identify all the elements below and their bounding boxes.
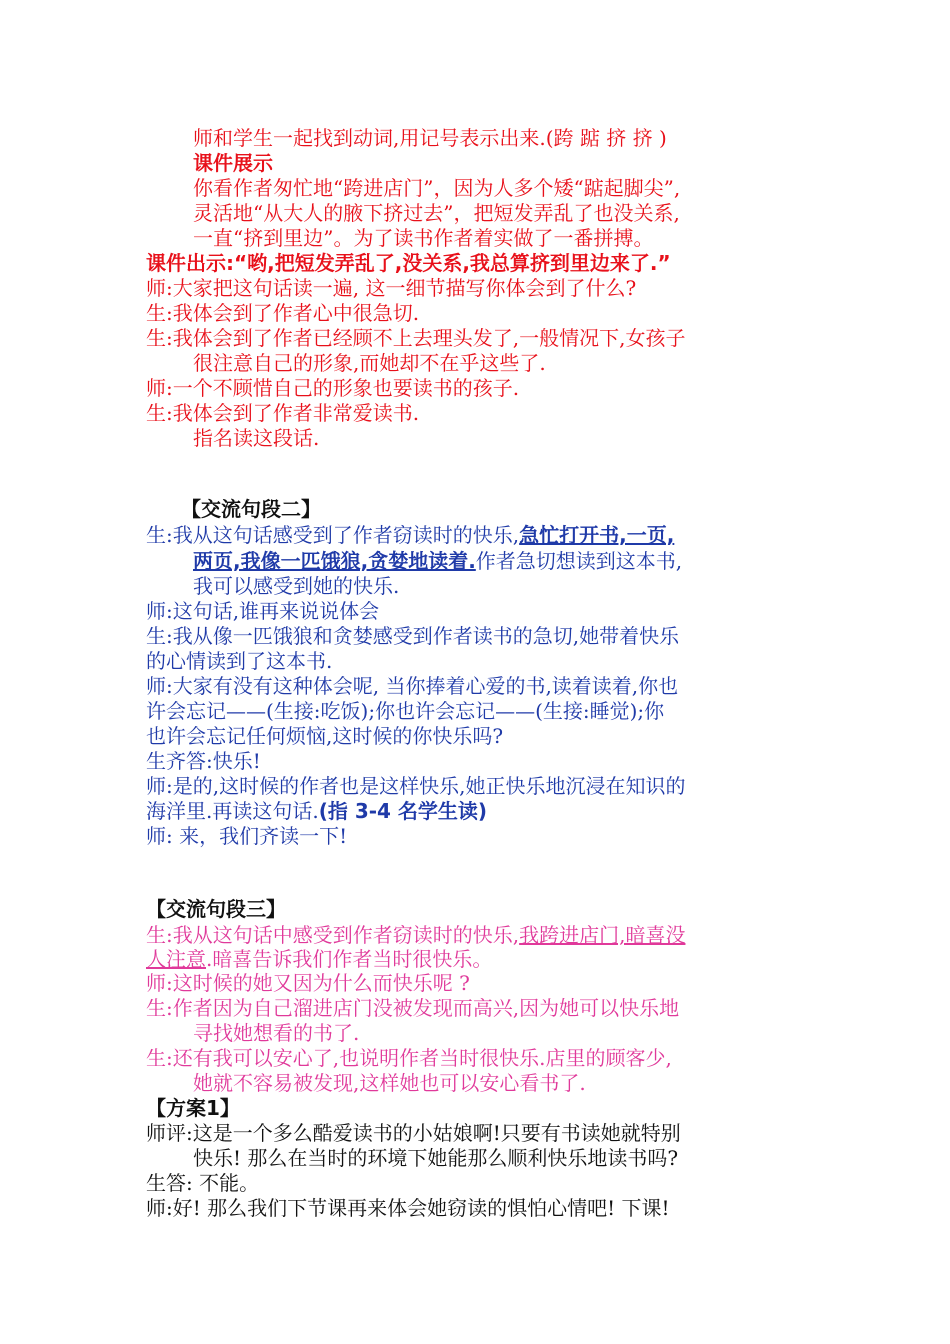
s3-heading: 【交流句段三】 xyxy=(146,897,286,921)
s4-line-1: 师评:这是一个多么酷爱读书的小姑娘啊!只要有书读她就特别 xyxy=(146,1121,681,1145)
s2-line-12: 海洋里.再读这句话.(指 3-4 名学生读) xyxy=(146,799,488,823)
s2-line-4: 师:这句话,谁再来说说体会 xyxy=(146,599,380,623)
s2-underlined-quote-b: 两页,我像一匹饿狼,贪婪地读着. xyxy=(193,549,476,573)
s4-line-2: 快乐! 那么在当时的环境下她能那么顺利快乐地读书吗? xyxy=(193,1146,679,1170)
s1-line-3: 你看作者匆忙地“跨进店门”，因为人多个矮“踮起脚尖”, xyxy=(193,176,681,200)
s3-line-2: 人注意.暗喜告诉我们作者当时很快乐。 xyxy=(146,947,493,971)
s2-line-13: 师: 来，我们齐读一下! xyxy=(146,824,348,848)
s1-line-11: 师:一个不顾惜自己的形象也要读书的孩子. xyxy=(146,376,520,400)
s2-line-6: 的心情读到了这本书. xyxy=(146,649,333,673)
s3-line-6: 生:还有我可以安心了,也说明作者当时很快乐.店里的顾客少, xyxy=(146,1046,672,1070)
s3-line-3: 师:这时候的她又因为什么而快乐呢 ? xyxy=(146,971,470,995)
s1-line-10: 很注意自己的形象,而她却不在乎这些了. xyxy=(193,351,546,375)
s2-line-10: 生齐答:快乐! xyxy=(146,749,261,773)
s3-line-4: 生:作者因为自己溜进店门没被发现而高兴,因为她可以快乐地 xyxy=(146,996,680,1020)
s2-line-1: 生:我从这句话感受到了作者窃读时的快乐,急忙打开书,一页, xyxy=(146,523,675,547)
s3-line-1: 生:我从这句话中感受到作者窃读时的快乐,我跨进店门,暗喜没 xyxy=(146,923,686,947)
s1-courseware-label: 课件展示 xyxy=(193,151,273,175)
s4-heading: 【方案1】 xyxy=(146,1096,240,1120)
s1-courseware-quote: 课件出示:“哟,把短发弄乱了,没关系,我总算挤到里边来了.” xyxy=(146,251,671,275)
s1-line-9: 生:我体会到了作者已经顾不上去理头发了,一般情况下,女孩子 xyxy=(146,326,686,350)
s2-instruction: (指 3-4 名学生读) xyxy=(318,799,488,823)
s3-line-7: 她就不容易被发现,这样她也可以安心看书了. xyxy=(193,1071,586,1095)
s2-line-5: 生:我从像一匹饿狼和贪婪感受到作者读书的急切,她带着快乐 xyxy=(146,624,680,648)
s2-line-9: 也许会忘记任何烦恼,这时候的你快乐吗? xyxy=(146,724,504,748)
s1-line-5: 一直“挤到里边”。为了读书作者着实做了一番拼搏。 xyxy=(193,226,654,250)
s2-heading: 【交流句段二】 xyxy=(181,497,321,521)
s1-line-13: 指名读这段话. xyxy=(193,426,320,450)
s1-line-1: 师和学生一起找到动词,用记号表示出来.(跨 踮 挤 挤 ) xyxy=(193,126,667,150)
s2-underlined-quote-a: 急忙打开书,一页, xyxy=(519,523,675,547)
s1-line-8: 生:我体会到了作者心中很急切. xyxy=(146,301,420,325)
s1-line-4: 灵活地“从大人的腋下挤过去”，把短发弄乱了也没关系, xyxy=(193,201,680,225)
s2-line-8: 许会忘记——(生接:吃饭);你也许会忘记——(生接:睡觉);你 xyxy=(146,699,665,723)
s3-underlined-quote-a: 我跨进店门,暗喜没 xyxy=(519,923,686,947)
s4-line-4: 师:好! 那么我们下节课再来体会她窃读的惧怕心情吧! 下课! xyxy=(146,1196,670,1220)
s2-line-7: 师:大家有没有这种体会呢, 当你捧着心爱的书,读着读着,你也 xyxy=(146,674,679,698)
s3-underlined-quote-b: 人注意 xyxy=(146,947,206,971)
s2-line-2: 两页,我像一匹饿狼,贪婪地读着.作者急切想读到这本书, xyxy=(193,549,683,573)
s3-line-5: 寻找她想看的书了. xyxy=(193,1021,360,1045)
s2-line-3: 我可以感受到她的快乐. xyxy=(193,574,400,598)
s1-line-12: 生:我体会到了作者非常爱读书. xyxy=(146,401,420,425)
s1-line-7: 师:大家把这句话读一遍, 这一细节描写你体会到了什么? xyxy=(146,276,637,300)
s2-line-11: 师:是的,这时候的作者也是这样快乐,她正快乐地沉浸在知识的 xyxy=(146,774,686,798)
s4-line-3: 生答: 不能。 xyxy=(146,1171,260,1195)
